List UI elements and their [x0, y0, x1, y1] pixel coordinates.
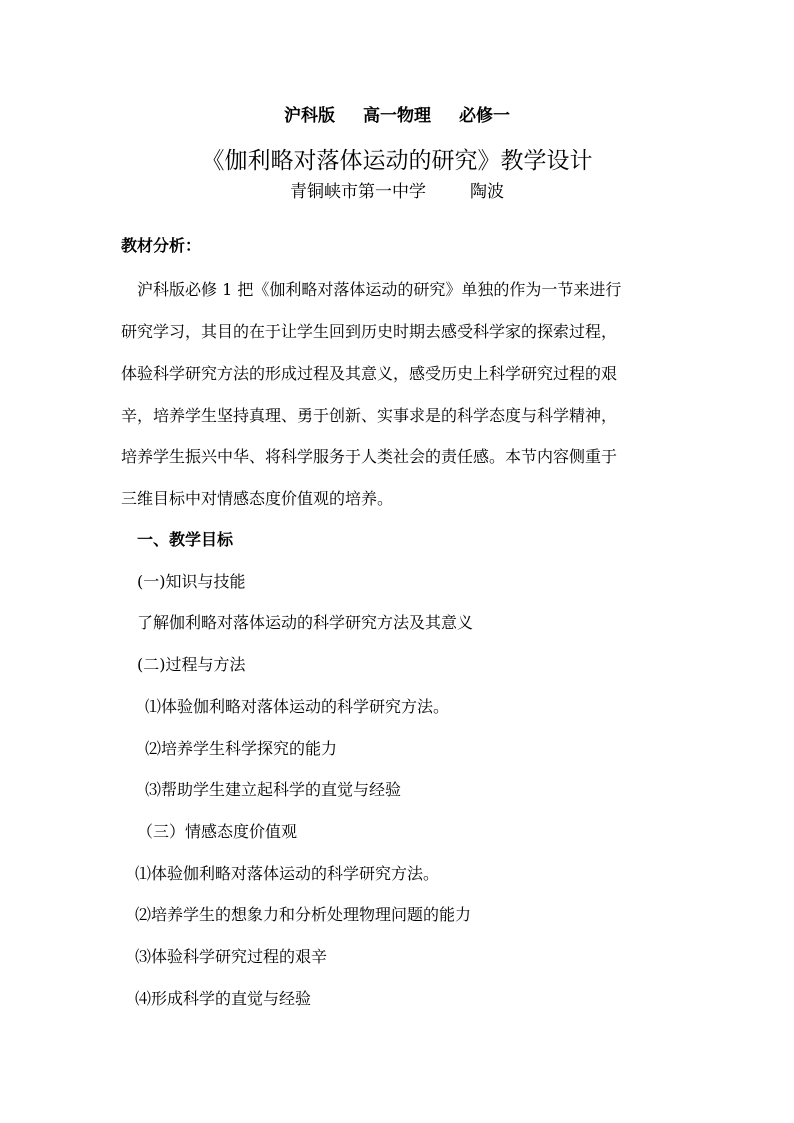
process-item: ⑴体验伽利略对落体运动的科学研究方法。: [145, 697, 450, 716]
analysis-heading: 教材分析：: [121, 236, 202, 255]
process-item: ⑵培养学生科学探究的能力: [145, 739, 338, 758]
analysis-line: 体验科学研究方法的形成过程及其意义，感受历史上科学研究过程的艰: [121, 364, 618, 383]
objectives-heading: 一、教学目标: [137, 530, 234, 549]
analysis-line: 三维目标中对情感态度价值观的培养。: [121, 489, 394, 508]
emotion-item: ⑶体验科学研究过程的艰辛: [135, 947, 328, 966]
analysis-line: 辛，培养学生坚持真理、勇于创新、实事求是的科学态度与科学精神，: [121, 406, 618, 425]
author-name: 陶波: [470, 182, 504, 202]
edition-label: 沪科版: [284, 106, 335, 126]
module-label: 必修一: [459, 106, 510, 126]
knowledge-item: 了解伽利略对落体运动的科学研究方法及其意义: [137, 613, 474, 632]
analysis-line: 沪科版必修 1 把《伽利略对落体运动的研究》单独的作为一节来进行: [137, 280, 622, 299]
author-line: [0, 182, 794, 202]
emotion-item: ⑵培养学生的想象力和分析处理物理问题的能力: [135, 905, 472, 924]
emotion-item: ⑷形成科学的直觉与经验: [135, 989, 312, 1008]
school-name: 青铜峡市第一中学: [290, 182, 426, 202]
analysis-line: 研究学习，其目的在于让学生回到历史时期去感受科学家的探索过程，: [121, 322, 618, 341]
grade-label: 高一物理: [363, 106, 431, 126]
knowledge-heading: (一)知识与技能: [137, 572, 246, 591]
process-heading: (二)过程与方法: [137, 655, 246, 674]
emotion-item: ⑴体验伽利略对落体运动的科学研究方法。: [135, 864, 440, 883]
process-item: ⑶帮助学生建立起科学的直觉与经验: [145, 780, 402, 799]
analysis-line: 培养学生振兴中华、将科学服务于人类社会的责任感。本节内容侧重于: [121, 447, 618, 466]
course-header: [0, 106, 794, 126]
document-title: 《伽利略对落体运动的研究》教学设计: [201, 148, 593, 174]
emotion-heading: （三）情感态度价值观: [137, 822, 298, 841]
